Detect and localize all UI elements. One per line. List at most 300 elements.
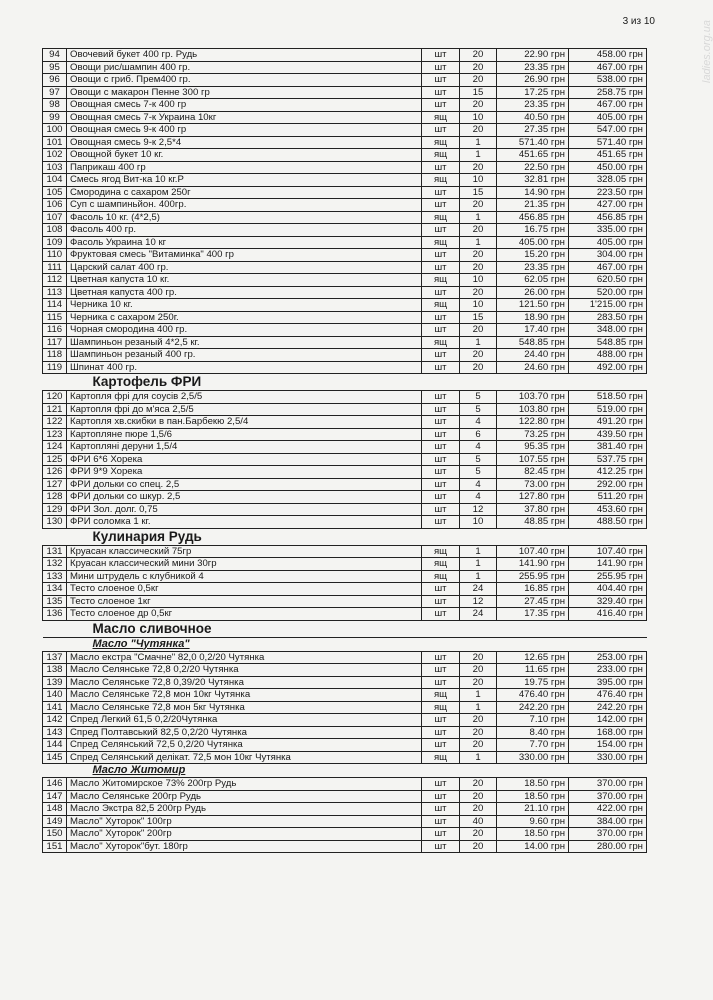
item-quantity: 20 (460, 714, 497, 727)
table-row (43, 701, 647, 714)
item-quantity: 20 (460, 739, 497, 752)
table-row (43, 545, 647, 558)
item-unit: шт (422, 726, 460, 739)
table-row (43, 311, 647, 324)
item-name: Черника с сахаром 250г. (67, 311, 422, 324)
item-sum: 142.00 грн (569, 714, 647, 727)
row-number: 104 (43, 174, 67, 187)
item-quantity: 4 (460, 478, 497, 491)
item-price: 571.40 грн (497, 136, 569, 149)
row-number: 101 (43, 136, 67, 149)
item-unit: шт (422, 403, 460, 416)
item-unit: ящ (422, 236, 460, 249)
table-row (43, 274, 647, 287)
item-sum: 620.50 грн (569, 274, 647, 287)
table-row (43, 349, 647, 362)
table-row (43, 61, 647, 74)
item-sum: 416.40 грн (569, 608, 647, 621)
item-quantity: 1 (460, 701, 497, 714)
item-price: 103.80 грн (497, 403, 569, 416)
item-name: ФРИ 6*6 Хорека (67, 453, 422, 466)
item-unit: шт (422, 466, 460, 479)
row-number: 115 (43, 311, 67, 324)
item-sum: 427.00 грн (569, 199, 647, 212)
table-row (43, 111, 647, 124)
section-header (43, 374, 647, 391)
item-name: Круасан классический 75гр (67, 545, 422, 558)
item-unit: шт (422, 453, 460, 466)
item-quantity: 20 (460, 99, 497, 112)
row-number: 112 (43, 274, 67, 287)
row-number: 128 (43, 491, 67, 504)
item-price: 14.90 грн (497, 186, 569, 199)
row-number: 136 (43, 608, 67, 621)
table-row (43, 211, 647, 224)
item-name: Тесто слоеное 1кг (67, 595, 422, 608)
table-row (43, 441, 647, 454)
table-row (43, 516, 647, 529)
row-number: 107 (43, 211, 67, 224)
item-price: 32.81 грн (497, 174, 569, 187)
item-price: 18.50 грн (497, 828, 569, 841)
table-row (43, 336, 647, 349)
item-name: Картопля хв.скибки в пан.Барбекю 2,5/4 (67, 416, 422, 429)
item-quantity: 20 (460, 349, 497, 362)
item-price: 18.90 грн (497, 311, 569, 324)
item-quantity: 10 (460, 299, 497, 312)
table-row (43, 428, 647, 441)
item-name: Овощи с макарон Пенне 300 гр (67, 86, 422, 99)
item-quantity: 40 (460, 815, 497, 828)
item-quantity: 1 (460, 545, 497, 558)
row-number: 144 (43, 739, 67, 752)
row-number: 145 (43, 751, 67, 764)
row-number: 142 (43, 714, 67, 727)
item-price: 26.00 грн (497, 286, 569, 299)
item-sum: 458.00 грн (569, 49, 647, 62)
item-sum: 404.40 грн (569, 583, 647, 596)
item-unit: ящ (422, 274, 460, 287)
row-number: 135 (43, 595, 67, 608)
row-number: 116 (43, 324, 67, 337)
subsection-title: Масло "Чутянка" (67, 637, 647, 651)
item-unit: шт (422, 778, 460, 791)
item-name: Масло Селянське 72,8 0,2/20 Чутянка (67, 664, 422, 677)
item-quantity: 20 (460, 199, 497, 212)
section-title: Картофель ФРИ (67, 374, 647, 391)
item-unit: шт (422, 815, 460, 828)
subsection-title: Масло Житомир (67, 764, 647, 778)
table-row (43, 608, 647, 621)
item-quantity: 12 (460, 595, 497, 608)
item-name: Овощи рис/шампин 400 гр. (67, 61, 422, 74)
table-row (43, 815, 647, 828)
item-name: Масло" Хуторок" 100гр (67, 815, 422, 828)
table-row (43, 286, 647, 299)
row-number: 109 (43, 236, 67, 249)
item-name: ФРИ дольки со спец. 2,5 (67, 478, 422, 491)
item-sum: 412.25 грн (569, 466, 647, 479)
item-name: Цветная капуста 400 гр. (67, 286, 422, 299)
item-quantity: 20 (460, 74, 497, 87)
item-sum: 439.50 грн (569, 428, 647, 441)
item-quantity: 20 (460, 49, 497, 62)
row-number: 119 (43, 361, 67, 374)
item-quantity: 10 (460, 111, 497, 124)
table-row (43, 391, 647, 404)
item-name: Фасоль 10 кг. (4*2,5) (67, 211, 422, 224)
item-sum: 168.00 грн (569, 726, 647, 739)
item-sum: 329.40 грн (569, 595, 647, 608)
item-price: 456.85 грн (497, 211, 569, 224)
table-row (43, 676, 647, 689)
item-price: 127.80 грн (497, 491, 569, 504)
item-sum: 280.00 грн (569, 840, 647, 853)
item-name: Фасоль 400 гр. (67, 224, 422, 237)
table-row (43, 416, 647, 429)
section-title: Кулинария Рудь (67, 528, 647, 545)
item-sum: 395.00 грн (569, 676, 647, 689)
item-sum: 370.00 грн (569, 828, 647, 841)
item-sum: 491.20 грн (569, 416, 647, 429)
row-number: 113 (43, 286, 67, 299)
item-name: Масло Селянське 72,8 0,39/20 Чутянка (67, 676, 422, 689)
item-name: Картопляне пюре 1,5/6 (67, 428, 422, 441)
row-number: 133 (43, 570, 67, 583)
item-unit: шт (422, 790, 460, 803)
item-quantity: 24 (460, 608, 497, 621)
item-sum: 467.00 грн (569, 261, 647, 274)
item-quantity: 10 (460, 174, 497, 187)
row-number: 139 (43, 676, 67, 689)
item-name: Цветная капуста 10 кг. (67, 274, 422, 287)
item-sum: 141.90 грн (569, 558, 647, 571)
table-row (43, 149, 647, 162)
item-price: 73.25 грн (497, 428, 569, 441)
item-name: ФРИ соломка 1 кг. (67, 516, 422, 529)
item-quantity: 1 (460, 211, 497, 224)
item-name: Масло Экстра 82,5 200гр Рудь (67, 803, 422, 816)
item-price: 16.75 грн (497, 224, 569, 237)
item-sum: 348.00 грн (569, 324, 647, 337)
table-row (43, 249, 647, 262)
table-row (43, 361, 647, 374)
row-number: 96 (43, 74, 67, 87)
item-name: Спред Селянський делікат. 72,5 мон 10кг Чутянка (67, 751, 422, 764)
item-price: 17.35 грн (497, 608, 569, 621)
item-price: 17.40 грн (497, 324, 569, 337)
item-unit: шт (422, 311, 460, 324)
item-name: Тесто слоеное 0,5кг (67, 583, 422, 596)
row-number: 100 (43, 124, 67, 137)
item-sum: 405.00 грн (569, 111, 647, 124)
item-unit: шт (422, 324, 460, 337)
table-row (43, 324, 647, 337)
row-number: 138 (43, 664, 67, 677)
item-price: 37.80 грн (497, 503, 569, 516)
item-price: 9.60 грн (497, 815, 569, 828)
row-number: 124 (43, 441, 67, 454)
item-unit: шт (422, 186, 460, 199)
subsection-header (43, 764, 647, 778)
item-name: Масло Житомирское 73% 200гр Рудь (67, 778, 422, 791)
item-quantity: 15 (460, 311, 497, 324)
item-name: Масло Селянське 200гр Рудь (67, 790, 422, 803)
item-price: 23.35 грн (497, 61, 569, 74)
item-quantity: 20 (460, 261, 497, 274)
item-unit: шт (422, 249, 460, 262)
item-name: Спред Селянський 72,5 0,2/20 Чутянка (67, 739, 422, 752)
item-name: Овощи с гриб. Прем400 гр. (67, 74, 422, 87)
item-name: Картопляні деруни 1,5/4 (67, 441, 422, 454)
table-row (43, 828, 647, 841)
item-quantity: 20 (460, 651, 497, 664)
table-row (43, 503, 647, 516)
item-quantity: 4 (460, 491, 497, 504)
item-name: Масло" Хуторок"бут. 180гр (67, 840, 422, 853)
item-sum: 381.40 грн (569, 441, 647, 454)
item-quantity: 1 (460, 149, 497, 162)
item-price: 8.40 грн (497, 726, 569, 739)
item-quantity: 20 (460, 840, 497, 853)
row-number: 99 (43, 111, 67, 124)
item-quantity: 5 (460, 453, 497, 466)
section-header (43, 528, 647, 545)
item-unit: ящ (422, 751, 460, 764)
item-quantity: 1 (460, 236, 497, 249)
item-sum: 304.00 грн (569, 249, 647, 262)
item-price: 14.00 грн (497, 840, 569, 853)
item-unit: ящ (422, 701, 460, 714)
item-unit: ящ (422, 545, 460, 558)
item-unit: шт (422, 224, 460, 237)
item-sum: 511.20 грн (569, 491, 647, 504)
item-name: Овочевий букет 400 гр. Рудь (67, 49, 422, 62)
row-number: 105 (43, 186, 67, 199)
row-number: 148 (43, 803, 67, 816)
item-unit: шт (422, 49, 460, 62)
item-name: Картопля фрі для соусів 2,5/5 (67, 391, 422, 404)
item-price: 27.35 грн (497, 124, 569, 137)
item-name: Картопля фрі до м'яса 2,5/5 (67, 403, 422, 416)
item-price: 21.10 грн (497, 803, 569, 816)
item-unit: шт (422, 428, 460, 441)
item-quantity: 20 (460, 726, 497, 739)
item-unit: ящ (422, 136, 460, 149)
row-number: 147 (43, 790, 67, 803)
item-sum: 328.05 грн (569, 174, 647, 187)
item-quantity: 12 (460, 503, 497, 516)
item-sum: 370.00 грн (569, 778, 647, 791)
row-number: 118 (43, 349, 67, 362)
table-row (43, 803, 647, 816)
row-number: 94 (43, 49, 67, 62)
item-name: Паприкаш 400 гр (67, 161, 422, 174)
item-price: 330.00 грн (497, 751, 569, 764)
item-name: Овощной букет 10 кг. (67, 149, 422, 162)
item-unit: ящ (422, 336, 460, 349)
item-quantity: 10 (460, 516, 497, 529)
item-unit: шт (422, 714, 460, 727)
item-price: 27.45 грн (497, 595, 569, 608)
item-sum: 456.85 грн (569, 211, 647, 224)
item-unit: ящ (422, 174, 460, 187)
item-name: ФРИ Зол. долг. 0,75 (67, 503, 422, 516)
page-number: 3 из 10 (622, 16, 655, 27)
item-name: Царский салат 400 гр. (67, 261, 422, 274)
item-unit: шт (422, 491, 460, 504)
row-number: 137 (43, 651, 67, 664)
item-name: Овощная смесь 7-к Украина 10кг (67, 111, 422, 124)
item-name: Овощная смесь 9-к 2,5*4 (67, 136, 422, 149)
item-sum: 330.00 грн (569, 751, 647, 764)
table-row (43, 726, 647, 739)
item-unit: шт (422, 828, 460, 841)
item-name: Чорная смородина 400 гр. (67, 324, 422, 337)
item-name: Масло Селянське 72,8 мон 5кг Чутянка (67, 701, 422, 714)
item-name: Фруктовая смесь "Витаминка" 400 гр (67, 249, 422, 262)
table-row (43, 689, 647, 702)
item-unit: ящ (422, 570, 460, 583)
row-number: 130 (43, 516, 67, 529)
table-row (43, 174, 647, 187)
item-name: ФРИ 9*9 Хорека (67, 466, 422, 479)
item-unit: ящ (422, 111, 460, 124)
item-name: ФРИ дольки со шкур. 2,5 (67, 491, 422, 504)
item-price: 7.10 грн (497, 714, 569, 727)
table-row (43, 453, 647, 466)
item-sum: 492.00 грн (569, 361, 647, 374)
item-quantity: 20 (460, 61, 497, 74)
item-price: 7.70 грн (497, 739, 569, 752)
item-unit: шт (422, 840, 460, 853)
item-unit: ящ (422, 558, 460, 571)
item-price: 12.65 грн (497, 651, 569, 664)
item-price: 22.50 грн (497, 161, 569, 174)
row-number: 150 (43, 828, 67, 841)
item-price: 141.90 грн (497, 558, 569, 571)
subsection-header (43, 637, 647, 651)
item-quantity: 1 (460, 336, 497, 349)
item-price: 451.65 грн (497, 149, 569, 162)
row-number: 108 (43, 224, 67, 237)
item-sum: 335.00 грн (569, 224, 647, 237)
table-row (43, 74, 647, 87)
table-row (43, 570, 647, 583)
item-name: Овощная смесь 9-к 400 гр (67, 124, 422, 137)
item-quantity: 20 (460, 361, 497, 374)
item-price: 24.40 грн (497, 349, 569, 362)
item-unit: шт (422, 803, 460, 816)
item-quantity: 20 (460, 778, 497, 791)
table-row (43, 583, 647, 596)
item-name: Суп с шампиньйон. 400гр. (67, 199, 422, 212)
item-price: 18.50 грн (497, 790, 569, 803)
item-price: 405.00 грн (497, 236, 569, 249)
item-price: 16.85 грн (497, 583, 569, 596)
item-unit: шт (422, 124, 460, 137)
item-name: Смородина с сахаром 250г (67, 186, 422, 199)
section-header (43, 620, 647, 637)
item-name: Шампиньон резаный 4*2,5 кг. (67, 336, 422, 349)
item-unit: шт (422, 99, 460, 112)
row-number: 141 (43, 701, 67, 714)
item-price: 23.35 грн (497, 99, 569, 112)
row-number: 123 (43, 428, 67, 441)
row-number: 121 (43, 403, 67, 416)
row-number: 117 (43, 336, 67, 349)
row-number: 131 (43, 545, 67, 558)
item-price: 26.90 грн (497, 74, 569, 87)
item-price: 548.85 грн (497, 336, 569, 349)
item-quantity: 4 (460, 441, 497, 454)
item-sum: 107.40 грн (569, 545, 647, 558)
item-sum: 519.00 грн (569, 403, 647, 416)
table-row (43, 751, 647, 764)
item-price: 15.20 грн (497, 249, 569, 262)
item-quantity: 5 (460, 403, 497, 416)
row-number: 140 (43, 689, 67, 702)
item-quantity: 20 (460, 676, 497, 689)
item-price: 476.40 грн (497, 689, 569, 702)
item-unit: шт (422, 391, 460, 404)
item-price: 122.80 грн (497, 416, 569, 429)
table-row (43, 491, 647, 504)
item-sum: 422.00 грн (569, 803, 647, 816)
item-sum: 233.00 грн (569, 664, 647, 677)
table-row (43, 664, 647, 677)
table-row (43, 840, 647, 853)
row-number: 132 (43, 558, 67, 571)
item-unit: шт (422, 161, 460, 174)
item-quantity: 6 (460, 428, 497, 441)
table-row (43, 466, 647, 479)
item-quantity: 20 (460, 124, 497, 137)
item-price: 82.45 грн (497, 466, 569, 479)
item-quantity: 20 (460, 324, 497, 337)
item-quantity: 20 (460, 790, 497, 803)
price-list-sheet (42, 48, 646, 853)
item-unit: шт (422, 583, 460, 596)
item-unit: шт (422, 516, 460, 529)
item-price: 62.05 грн (497, 274, 569, 287)
item-name: Масло Селянське 72,8 мон 10кг Чутянка (67, 689, 422, 702)
item-quantity: 20 (460, 249, 497, 262)
item-sum: 571.40 грн (569, 136, 647, 149)
table-row (43, 236, 647, 249)
item-name: Круасан классический мини 30гр (67, 558, 422, 571)
item-unit: шт (422, 739, 460, 752)
item-quantity: 4 (460, 416, 497, 429)
row-number: 120 (43, 391, 67, 404)
item-sum: 538.00 грн (569, 74, 647, 87)
item-sum: 467.00 грн (569, 61, 647, 74)
item-sum: 258.75 грн (569, 86, 647, 99)
item-quantity: 1 (460, 558, 497, 571)
item-name: Шампиньон резаный 400 гр. (67, 349, 422, 362)
item-quantity: 20 (460, 161, 497, 174)
item-name: Спред Легкий 61,5 0,2/20Чутянка (67, 714, 422, 727)
table-row (43, 186, 647, 199)
table-row (43, 299, 647, 312)
row-number: 151 (43, 840, 67, 853)
table-row (43, 199, 647, 212)
item-price: 95.35 грн (497, 441, 569, 454)
row-number: 149 (43, 815, 67, 828)
item-name: Шпинат 400 гр. (67, 361, 422, 374)
item-price: 73.00 грн (497, 478, 569, 491)
item-unit: шт (422, 74, 460, 87)
